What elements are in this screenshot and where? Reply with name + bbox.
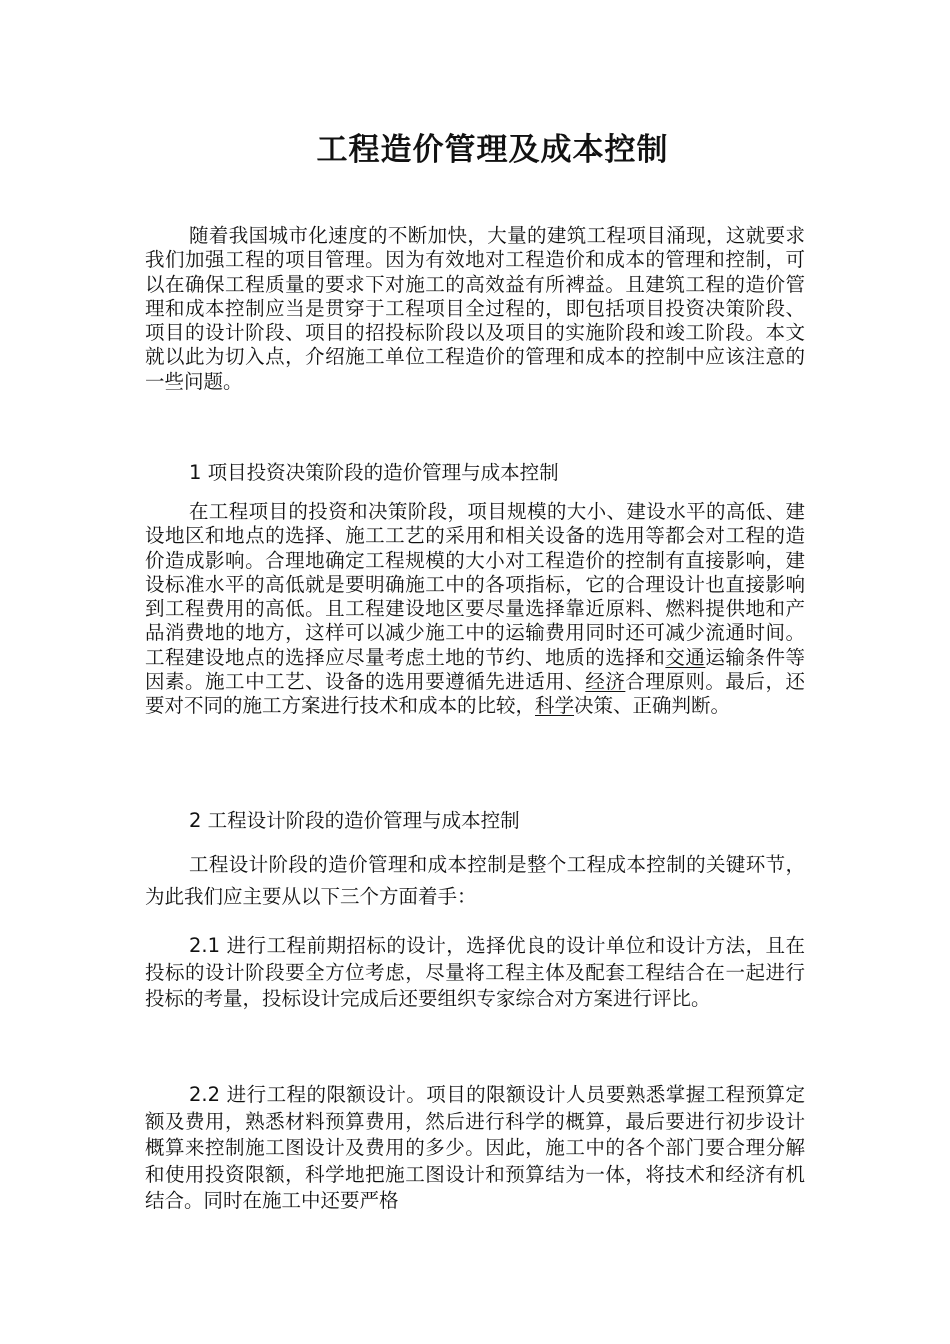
section-2-paragraph: 工程设计阶段的造价管理和成本控制是整个工程成本控制的关键环节，为此我们应主要从以下三个方面着手： [145, 853, 805, 908]
link-kexue[interactable]: 科学 [535, 694, 575, 718]
section-1-heading [189, 460, 559, 486]
section-2-2-number: 2.2 [189, 1083, 221, 1106]
section-2-1-text: 进行工程前期招标的设计，选择优良的设计单位和设计方法，且在投标的设计阶段要全方位考虑，尽量将工程主体及配套工程结合在一起进行投标的考量，投标设计完成后还要组织专家综合对方案进行评比。 [145, 934, 805, 1010]
section-1-text-b: 运输条件等因素。施工中工艺、设备的选用要遵循先进适用、 [145, 645, 805, 694]
section-1-title: 项目投资决策阶段的造价管理与成本控制 [207, 461, 559, 484]
link-jiaotong[interactable]: 交通 [665, 645, 706, 669]
intro-paragraph: 随着我国城市化速度的不断加快，大量的建筑工程项目涌现，这就要求我们加强工程的项目管理。因为有效地对工程造价和成本的管理和控制，可以在确保工程质量的要求下对施工的高效益有所裨益。且建筑工程的造价管理和成本控制应当是贯穿于工程项目全过程的，即包括项目投资决策阶段、项目的设计阶段、项目的招投标阶段以及项目的实施阶段和竣工阶段。本文就以此为切入点，介绍施工单位工程造价的管理和成本的控制中应该注意的一些问题。 [145, 224, 805, 393]
link-jingji[interactable]: 经济 [585, 670, 626, 694]
section-2-title: 工程设计阶段的造价管理与成本控制 [207, 809, 520, 832]
section-2-2-text: 进行工程的限额设计。项目的限额设计人员要熟悉掌握工程预算定额及费用，熟悉材料预算费用，然后进行科学的概算，最后要进行初步设计概算来控制施工图设计及费用的多少。因此，施工中的各个部门要合理分解和使用投资限额，科学地把施工图设计和预算结为一体，将技术和经济有机结合。同时在施工中还要严格 [145, 1083, 805, 1212]
section-1-paragraph [145, 500, 805, 719]
section-2-2-paragraph [145, 1082, 805, 1215]
section-2-1-paragraph [145, 933, 805, 1013]
document-title: 工程造价管理及成本控制 [316, 132, 669, 168]
section-1-text-c: 合理原则。最后，还要对不同的施工方案进行技术和成本的比较， [145, 670, 805, 718]
section-1-number: 1 [189, 461, 202, 484]
section-1-text-d: 决策、正确判断。 [574, 694, 731, 718]
section-2-number: 2 [189, 809, 202, 832]
section-1-text-a: 在工程项目的投资和决策阶段，项目规模的大小、建设水平的高低、建设地区和地点的选择、施工工艺的采用和相关设备的选用等都会对工程的造价造成影响。合理地确定工程规模的大小对工程造价的控制有直接影响，建设标准水平的高低就是要明确施工中的各项指标，它的合理设计也直接影响到工程费用的高低。且工程建设地区要尽量选择靠近原料、燃料提供地和产品消费地的地方，这样可以减少施工中的运输费用同时还可减少流通时间。工程建设地点的选择应尽量考虑土地的节约、地质的选择和 [145, 500, 805, 669]
section-2-heading [189, 808, 520, 834]
section-2-1-number: 2.1 [189, 934, 221, 957]
